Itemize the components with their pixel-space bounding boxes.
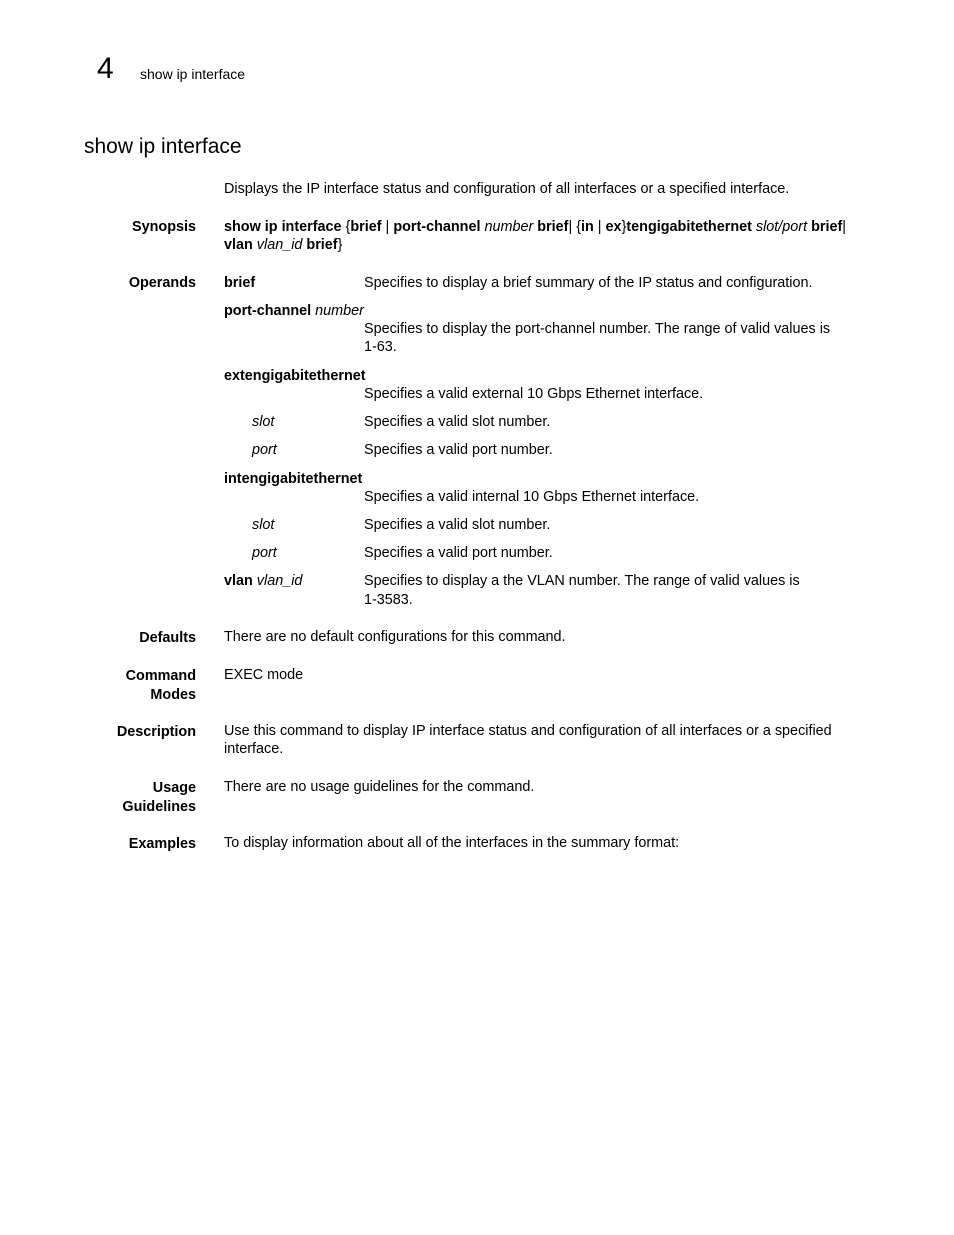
description-text-1: Use this command to display IP interface status and configuration of all interfaces or a specified: [224, 723, 832, 739]
synopsis-vlan: vlan: [224, 237, 253, 253]
synopsis-brief-3: brief: [811, 219, 843, 235]
port-channel-number-arg: number: [311, 303, 364, 319]
synopsis-brace-close-1: }: [621, 219, 627, 235]
operand-int-slot: slot: [252, 517, 275, 533]
defaults-label: Defaults: [139, 630, 196, 646]
synopsis-line-2: [224, 236, 342, 254]
vlan-id-arg: vlan_id: [252, 573, 303, 589]
synopsis-brace-open: {: [341, 219, 351, 235]
operand-ext-slot-desc: Specifies a valid slot number.: [364, 414, 551, 430]
description-label: Description: [116, 724, 196, 740]
synopsis-pipe-4: |: [842, 219, 847, 235]
operands-label: Operands: [128, 275, 196, 291]
operand-ext-term: extengigabitethernet: [224, 368, 366, 384]
operand-vlan-term: [224, 572, 302, 590]
section-title: show ip interface: [84, 135, 242, 158]
command-modes-label-2: Modes: [150, 687, 196, 703]
synopsis-label: Synopsis: [132, 219, 196, 235]
command-modes-label-1: Command: [125, 668, 196, 684]
synopsis-pipe-1: |: [381, 219, 394, 235]
description-text-2: interface.: [224, 741, 284, 757]
operand-brief-term: brief: [224, 275, 256, 291]
examples-text: To display information about all of the interfaces in the summary format:: [224, 835, 680, 851]
synopsis-brief-4: brief: [306, 237, 338, 253]
running-header: show ip interface: [140, 66, 246, 82]
intro-text: Displays the IP interface status and configuration of all interfaces or a specified interface.: [224, 181, 790, 197]
operand-int-port: port: [252, 545, 277, 561]
defaults-text: There are no default configurations for this command.: [224, 629, 566, 645]
synopsis-vlan-id: vlan_id: [252, 237, 307, 253]
operand-ext-desc: Specifies a valid external 10 Gbps Ethernet interface.: [364, 386, 704, 402]
command-modes-text: EXEC mode: [224, 667, 304, 683]
operand-ext-port-desc: Specifies a valid port number.: [364, 442, 553, 458]
usage-text: There are no usage guidelines for the command.: [224, 779, 535, 795]
chapter-number: 4: [97, 52, 114, 85]
synopsis-tengig: tengigabitethernet: [626, 219, 752, 235]
synopsis-brief-1: brief: [350, 219, 382, 235]
operand-port-channel-desc-2: 1-63.: [364, 339, 397, 355]
synopsis-port-channel: port-channel: [393, 219, 481, 235]
usage-label-2: Guidelines: [122, 799, 196, 815]
synopsis-line-1: [224, 218, 846, 236]
synopsis-pipe-3: |: [593, 219, 606, 235]
operand-ext-port: port: [252, 442, 277, 458]
synopsis-in: in: [581, 219, 594, 235]
operand-int-port-desc: Specifies a valid port number.: [364, 545, 553, 561]
synopsis-slot-port: slot/port: [751, 219, 812, 235]
synopsis-command: show ip interface: [224, 219, 342, 235]
vlan-keyword: vlan: [224, 573, 253, 589]
synopsis-brace-close-2: }: [337, 237, 343, 253]
synopsis-number: number: [480, 219, 538, 235]
operand-int-desc: Specifies a valid internal 10 Gbps Ethernet interface.: [364, 489, 700, 505]
operand-ext-slot: slot: [252, 414, 275, 430]
usage-label-1: Usage: [152, 780, 196, 796]
operand-vlan-desc-1: Specifies to display a the VLAN number. The range of valid values is: [364, 573, 800, 589]
operand-port-channel-term: [224, 302, 364, 320]
synopsis-ex: ex: [605, 219, 622, 235]
port-channel-keyword: port-channel: [224, 303, 312, 319]
operand-brief-desc: Specifies to display a brief summary of the IP status and configuration.: [364, 275, 813, 291]
synopsis-pipe-2: | {: [568, 219, 581, 235]
operand-vlan-desc-2: 1-3583.: [364, 592, 413, 608]
operand-int-term: intengigabitethernet: [224, 471, 363, 487]
operand-port-channel-desc-1: Specifies to display the port-channel number. The range of valid values is: [364, 321, 831, 337]
synopsis-brief-2: brief: [537, 219, 569, 235]
operand-int-slot-desc: Specifies a valid slot number.: [364, 517, 551, 533]
examples-label: Examples: [128, 836, 196, 852]
